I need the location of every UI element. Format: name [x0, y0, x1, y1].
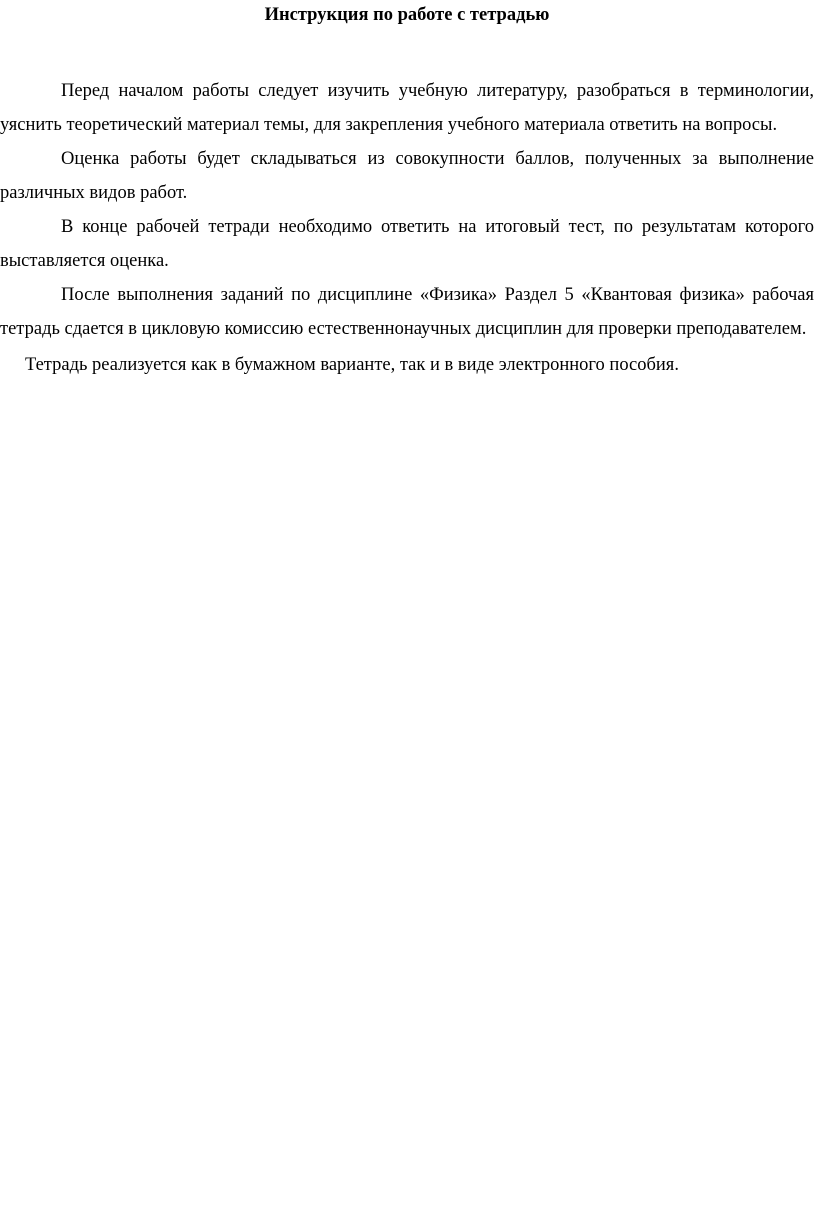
paragraph-grading: Оценка работы будет складываться из совокупности баллов, полученных за выполнение различных видов работ.	[0, 149, 814, 203]
paragraph-preparation: Перед началом работы следует изучить учебную литературу, разобраться в терминологии, уяснить теоретический материал темы, для закрепления учебного материала ответить на вопросы.	[0, 81, 814, 135]
document-title: Инструкция по работе с тетрадью	[264, 5, 550, 25]
document-body	[0, 74, 814, 382]
paragraph-format: Тетрадь реализуется как в бумажном варианте, так и в виде электронного пособия.	[25, 355, 679, 375]
paragraph-final-test: В конце рабочей тетради необходимо ответить на итоговый тест, по результатам которого выставляется оценка.	[0, 217, 814, 271]
paragraph-submission: После выполнения заданий по дисциплине «Физика» Раздел 5 «Квантовая физика» рабочая тетрадь сдается в цикловую комиссию естественнонаучных дисциплин для проверки преподавателем.	[0, 285, 814, 339]
